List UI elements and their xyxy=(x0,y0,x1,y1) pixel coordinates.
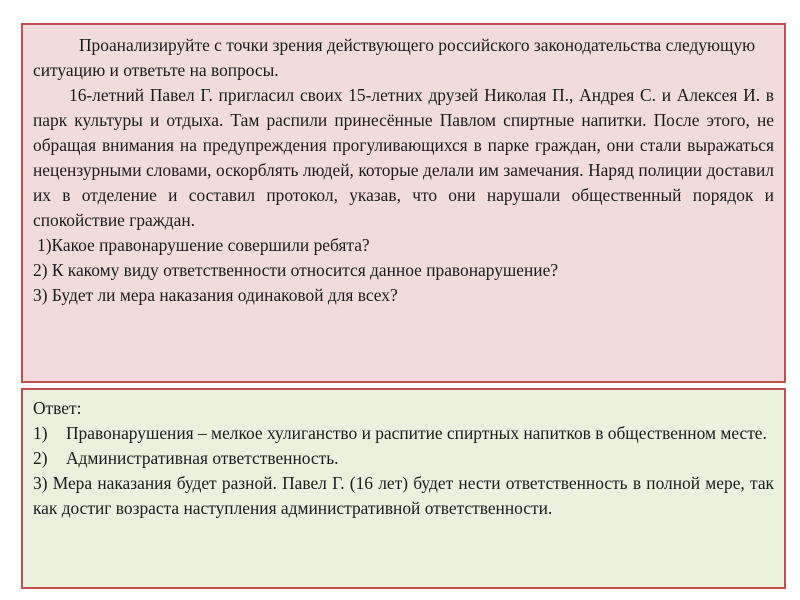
answer-item-1 xyxy=(33,421,774,446)
answer-box xyxy=(21,388,786,589)
task-box xyxy=(21,23,786,383)
task-intro: Проанализируйте с точки зрения действующего российского законодательства следующую ситуацию и ответьте на вопросы. xyxy=(33,35,756,80)
answer-item-1-number: 1) xyxy=(33,423,48,443)
task-story: 16-летний Павел Г. пригласил своих 15-летних друзей Николая П., Андрея С. и Алексея И. в парк культуры и отдыха. Там распили принесённые Павлом спиртные напитки. После этого, не обращая внимания на предупреждения прогуливающихся в парке граждан, они стали выражаться нецензурными словами, оскорблять людей, которые делали им замечания. Наряд полиции доставил их в отделение и составил протокол, указав, что они нарушали общественный порядок и спокойствие граждан. xyxy=(33,85,774,230)
answer-heading: Ответ: xyxy=(33,398,82,418)
question-3: 3) Будет ли мера наказания одинаковой для всех? xyxy=(33,285,398,305)
answer-item-2-number: 2) xyxy=(33,448,48,468)
question-1: 1)Какое правонарушение совершили ребята? xyxy=(37,235,370,255)
question-2: 2) К какому виду ответственности относится данное правонарушение? xyxy=(33,260,559,280)
answer-item-2-text: Административная ответственность. xyxy=(66,448,339,468)
answer-item-1-text: Правонарушения – мелкое хулиганство и распитие спиртных напитков в общественном месте. xyxy=(66,423,767,443)
answer-item-3: 3) Мера наказания будет разной. Павел Г. (16 лет) будет нести ответственность в полной мере, так как достиг возраста наступления административной ответственности. xyxy=(33,473,774,518)
answer-item-2 xyxy=(33,446,774,471)
